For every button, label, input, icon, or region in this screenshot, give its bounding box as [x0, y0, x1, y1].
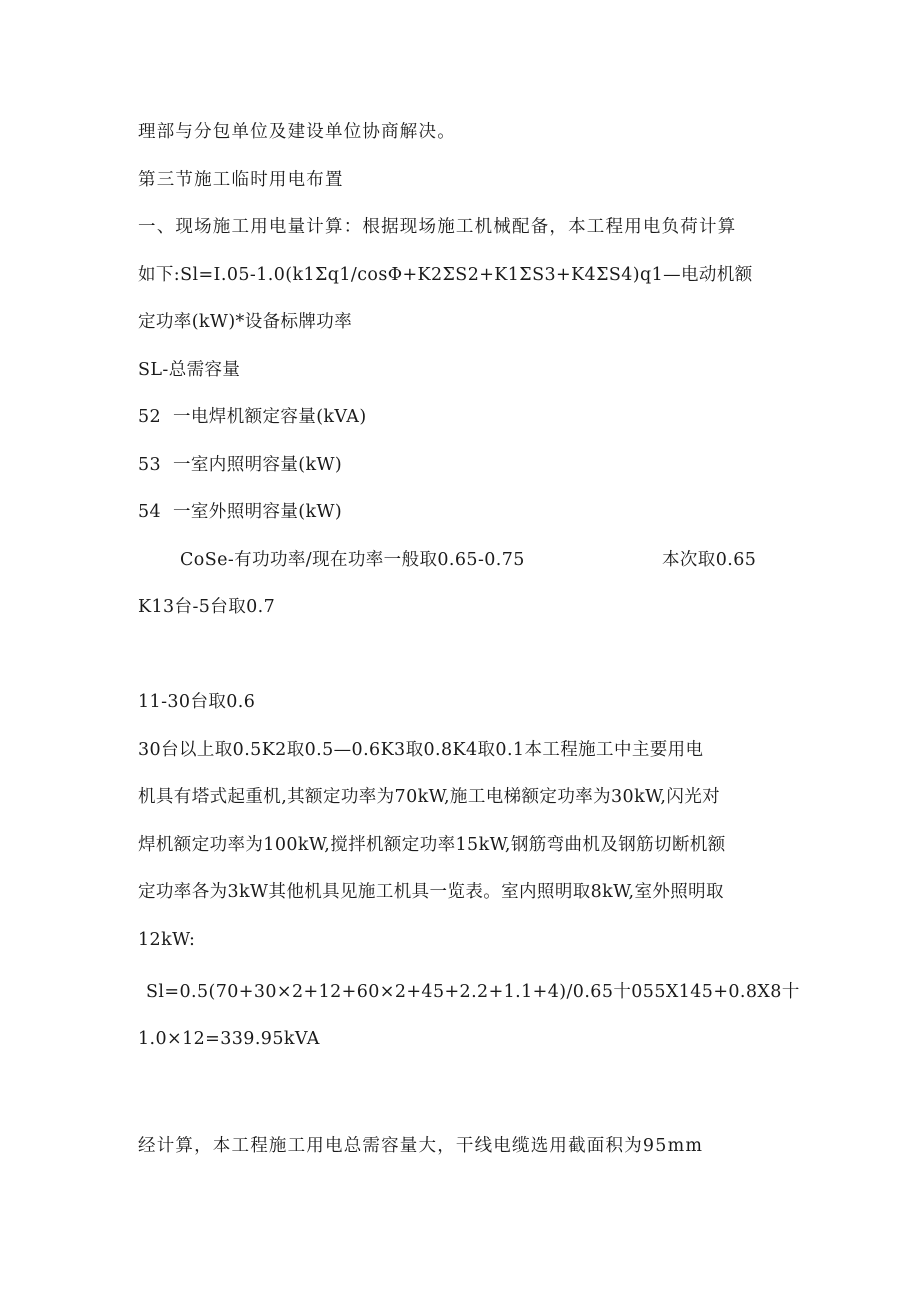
- text-line-13: 30台以上取0.5K2取0.5—0.6K3取0.8K4取0.1本工程施工中主要用电: [138, 740, 704, 760]
- text-line-16: 定功率各为3kW其他机具见施工机具一览表。室内照明取8kW,室外照明取: [138, 882, 724, 902]
- text-line-11: K13台-5台取0.7: [138, 597, 276, 617]
- text-line-14: 机具有塔式起重机,其额定功率为70kW,施工电梯额定功率为30kW,闪光对: [138, 787, 721, 807]
- text-line-9: 54 一室外照明容量(kW): [138, 502, 343, 522]
- text-line-15: 焊机额定功率为100kW,搅拌机额定功率15kW,钢筋弯曲机及钢筋切断机额: [138, 835, 726, 855]
- text-line-8: 53 一室内照明容量(kW): [138, 455, 343, 475]
- calculation-result: 1.0×12=339.95kVA: [138, 1029, 320, 1049]
- text-line-5: 定功率(kW)*设备标牌功率: [138, 312, 353, 332]
- calculation-line: Sl=0.5(70+30×2+12+60×2+45+2.2+1.1+4)/0.65十055X145+0.8X8十: [146, 982, 800, 1002]
- text-line-1: 理部与分包单位及建设单位协商解决。: [138, 122, 456, 142]
- text-line-21: 经计算，本工程施工用电总需容量大，干线电缆选用截面积为95mm: [138, 1136, 704, 1156]
- section-heading: 第三节施工临时用电布置: [138, 170, 344, 190]
- formula-line: 如下:Sl=I.05-1.0(k1Σq1/cosΦ+K2ΣS2+K1ΣS3+K4ΣS4)q1—电动机额: [138, 265, 753, 285]
- text-line-10: CoSe-有功功率/现在功率一般取0.65-0.75: [180, 550, 525, 570]
- text-line-17: 12kW:: [138, 930, 196, 950]
- text-line-7: 52 一电焊机额定容量(kVA): [138, 407, 367, 427]
- text-line-12: 11-30台取0.6: [138, 692, 256, 712]
- text-line-6: SL-总需容量: [138, 360, 241, 380]
- text-line-3: 一、现场施工用电量计算：根据现场施工机械配备，本工程用电负荷计算: [138, 217, 737, 237]
- text-line-10-note: 本次取0.65: [662, 550, 757, 570]
